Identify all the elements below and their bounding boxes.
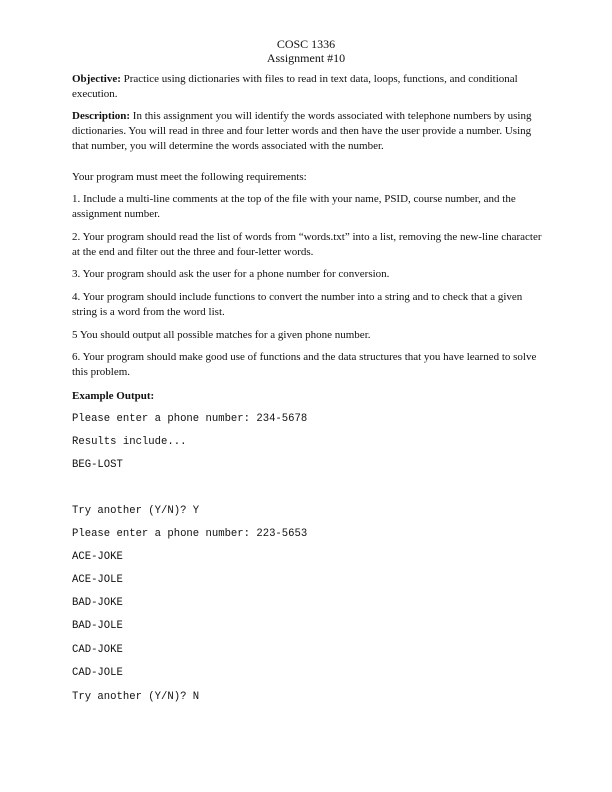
requirements-intro: Your program must meet the following requirements: bbox=[72, 171, 307, 183]
example-output-line: Try another (Y/N)? Y bbox=[72, 505, 200, 517]
objective-paragraph bbox=[72, 72, 544, 102]
requirement-item: 1. Include a multi-line comments at the top of the file with your name, PSID, course number, and the assignment number. bbox=[72, 193, 516, 220]
description-text: In this assignment you will identify the words associated with telephone numbers by using dictionaries. You will read in three and four letter words and then have the user provide a number. Using that number, you will determine the words associated with the number. bbox=[72, 110, 532, 152]
example-output-line: CAD-JOKE bbox=[72, 644, 123, 656]
example-output-line: Please enter a phone number: 223-5653 bbox=[72, 528, 308, 540]
example-output-line: Results include... bbox=[72, 436, 187, 448]
example-output-line: BAD-JOLE bbox=[72, 620, 123, 632]
example-output-line: BEG-LOST bbox=[72, 459, 123, 471]
example-output-line: Try another (Y/N)? N bbox=[72, 691, 200, 703]
example-output-label: Example Output: bbox=[72, 390, 155, 402]
requirement-item: 3. Your program should ask the user for a phone number for conversion. bbox=[72, 268, 390, 280]
example-output-line: ACE-JOKE bbox=[72, 551, 123, 563]
requirement-item: 5 You should output all possible matches for a given phone number. bbox=[72, 329, 371, 341]
assignment-title: Assignment #10 bbox=[266, 51, 346, 65]
example-output-line: CAD-JOLE bbox=[72, 667, 123, 679]
example-output-line: Please enter a phone number: 234-5678 bbox=[72, 413, 308, 425]
course-title: COSC 1336 bbox=[276, 37, 336, 51]
document-header bbox=[0, 37, 612, 65]
objective-label: Objective: bbox=[72, 73, 121, 85]
example-output-line: BAD-JOKE bbox=[72, 597, 123, 609]
requirement-item: 6. Your program should make good use of functions and the data structures that you have learned to solve this problem. bbox=[72, 351, 537, 378]
requirement-item: 2. Your program should read the list of words from “words.txt” into a list, removing the new-line character at the end and filter out the three and four-letter words. bbox=[72, 231, 542, 258]
description-paragraph bbox=[72, 109, 544, 154]
description-label: Description: bbox=[72, 110, 131, 122]
objective-text: Practice using dictionaries with files to read in text data, loops, functions, and conditional execution. bbox=[72, 73, 518, 100]
example-output-line: ACE-JOLE bbox=[72, 574, 123, 586]
requirement-item: 4. Your program should include functions to convert the number into a string and to check that a given string is a word from the word list. bbox=[72, 291, 523, 318]
